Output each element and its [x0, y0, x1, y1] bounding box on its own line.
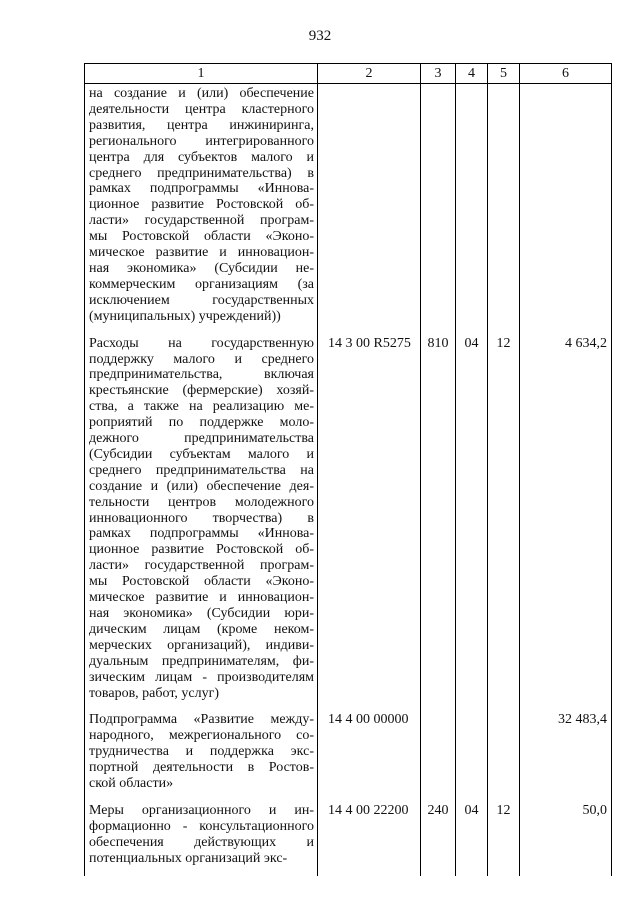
- description-line: крестьянские (фермерские) хозяй-: [89, 383, 314, 399]
- budget-table: [84, 63, 612, 876]
- row-section: 04: [456, 801, 488, 876]
- description-line: среднего предпринимательства на: [89, 462, 314, 478]
- header-col-4: 4: [456, 64, 488, 84]
- description-line: создание и (или) обеспечение дея-: [89, 478, 314, 494]
- description-line: зическим лицам - производителям: [89, 669, 314, 685]
- row-subsection: 12: [488, 801, 520, 876]
- row-expense-type: 810: [421, 334, 456, 711]
- row-amount: 4 634,2: [520, 334, 612, 711]
- row-description: [85, 801, 318, 876]
- description-line: обеспечения действующих и: [89, 834, 314, 850]
- table-body: [85, 84, 612, 876]
- row-subsection: [488, 84, 520, 334]
- description-line: ционное развитие Ростовской об-: [89, 542, 314, 558]
- description-line: трудничества и поддержка экс-: [89, 744, 314, 760]
- description-line: среднего предпринимательства) в: [89, 165, 314, 181]
- description-line: регионального интегрированного: [89, 133, 314, 149]
- description-line: портной деятельности в Ростов-: [89, 760, 314, 776]
- description-line: мы Ростовской области «Эконо-: [89, 574, 314, 590]
- description-line: ской области»: [89, 776, 174, 792]
- row-description: [85, 334, 318, 711]
- header-col-6: 6: [520, 64, 612, 84]
- row-amount: [520, 84, 612, 334]
- row-code: 14 3 00 R5275: [318, 334, 421, 711]
- header-col-5: 5: [488, 64, 520, 84]
- description-line: инновационного творчества) в: [89, 510, 314, 526]
- description-line: ционное развитие Ростовской об-: [89, 197, 314, 213]
- description-line: предпринимательства, включая: [89, 367, 314, 383]
- description-line: товаров, работ, услуг): [89, 685, 220, 701]
- row-section: [456, 710, 488, 801]
- description-line: ная экономика» (Субсидии юри-: [89, 606, 314, 621]
- description-line: тельности центров молодежного: [89, 494, 314, 510]
- description-line: рамках подпрограммы «Иннова-: [89, 181, 314, 197]
- page-number: 932: [308, 28, 332, 44]
- description-line: исключением государственных: [89, 292, 314, 308]
- description-line: мерческих организаций), индиви-: [89, 637, 314, 653]
- description-line: Расходы на государственную: [89, 335, 314, 351]
- row-expense-type: [421, 84, 456, 334]
- description-line: поддержку малого и среднего: [89, 351, 314, 367]
- table-row: [85, 84, 612, 334]
- description-line: на создание и (или) обеспечение: [89, 86, 314, 101]
- description-line: (муниципальных) учреждений)): [89, 308, 281, 324]
- table-header-row: [85, 64, 612, 84]
- description-line: роприятий по поддержке моло-: [89, 415, 314, 431]
- description-line: Меры организационного и ин-: [89, 802, 314, 818]
- row-section: [456, 84, 488, 334]
- row-expense-type: 240: [421, 801, 456, 876]
- row-description: [85, 710, 318, 801]
- description-line: дическим лицам (кроме неком-: [89, 621, 314, 637]
- table-row: [85, 801, 612, 876]
- description-line: формационно - консультационного: [89, 818, 314, 834]
- row-code: [318, 84, 421, 334]
- description-line: мическое развитие и инновацион-: [89, 590, 314, 606]
- row-description: [85, 84, 318, 334]
- description-line: дуальным предпринимателям, фи-: [89, 653, 314, 669]
- description-line: (Субсидии субъектам малого и: [89, 446, 314, 462]
- row-code: 14 4 00 22200: [318, 801, 421, 876]
- row-code: 14 4 00 00000: [318, 710, 421, 801]
- row-subsection: [488, 710, 520, 801]
- description-line: ласти» государственной програм-: [89, 213, 314, 229]
- description-line: потенциальных организаций экс-: [89, 850, 288, 866]
- description-line: мы Ростовской области «Эконо-: [89, 229, 314, 245]
- description-line: дежного предпринимательства: [89, 431, 314, 447]
- row-subsection: 12: [488, 334, 520, 711]
- description-line: центра для субъектов малого и: [89, 149, 314, 165]
- header-col-3: 3: [421, 64, 456, 84]
- description-line: коммерческим организациям (за: [89, 276, 314, 292]
- description-line: мическое развитие и инновацион-: [89, 245, 314, 261]
- description-line: деятельности центра кластерного: [89, 101, 314, 117]
- row-section: 04: [456, 334, 488, 711]
- row-amount: 32 483,4: [520, 710, 612, 801]
- description-line: народного, межрегионального со-: [89, 728, 314, 744]
- row-amount: 50,0: [520, 801, 612, 876]
- description-line: рамках подпрограммы «Иннова-: [89, 526, 314, 542]
- description-line: развития, центра инжиниринга,: [89, 117, 314, 133]
- header-col-2: 2: [318, 64, 421, 84]
- header-col-1: 1: [85, 64, 318, 84]
- row-expense-type: [421, 710, 456, 801]
- description-line: ства, а также на реализацию ме-: [89, 399, 314, 415]
- description-line: Подпрограмма «Развитие между-: [89, 712, 314, 728]
- table-row: [85, 710, 612, 801]
- description-line: ласти» государственной програм-: [89, 558, 314, 574]
- table-row: [85, 334, 612, 711]
- description-line: ная экономика» (Субсидии не-: [89, 260, 314, 276]
